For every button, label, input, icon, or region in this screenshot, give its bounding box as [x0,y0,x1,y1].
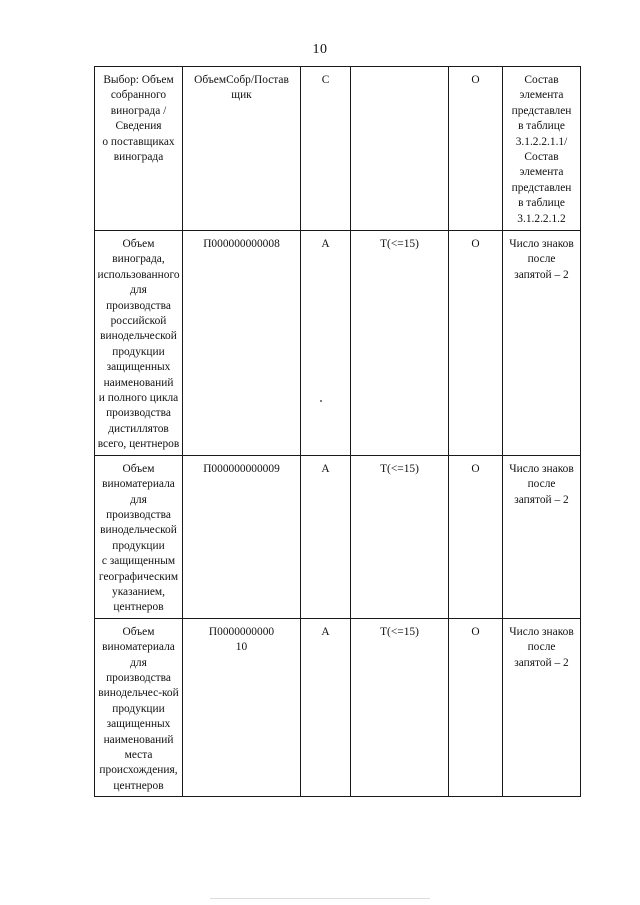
cell-text-line: Выбор: Объем [103,74,174,86]
cell-text-line: винодельчес-кой [98,687,179,700]
attributes-table [94,66,581,797]
cell-text-line: винодельческой [100,330,177,343]
cell-text-line: Число знаков [509,625,574,638]
cell-text-line: Объем [122,238,155,250]
cell-text-line: производства [106,299,171,312]
cell-text-line: П000000000009 [203,462,280,475]
cell-text-line: производства [106,508,171,521]
cell-text-line: с защищенным [101,555,176,568]
cell-text-line: использованного [97,268,180,281]
element-type-cell: А [301,231,351,456]
cell-text-line: продукции [112,345,165,358]
cell-text-line: производства [106,407,171,420]
element-note-cell [503,231,581,456]
cell-text-line: всего, центнеров [97,438,180,451]
cell-text-line: в таблице [518,197,565,210]
cell-text-line: продукции [112,702,165,715]
cell-text-line: места [124,749,153,761]
scan-edge-line [210,898,430,899]
element-format-cell: Т(<=15) [351,618,449,796]
element-code-cell [183,67,301,231]
cell-text-line: виноматериала [102,641,175,654]
scan-speck [320,400,322,402]
cell-text-line: Число знаков [509,462,574,475]
cell-text-line: Сведения [115,120,162,133]
cell-text-line: наименований [103,733,174,746]
cell-text-line: винограда [113,151,164,164]
element-format-cell: Т(<=15) [351,231,449,456]
element-type-cell: С [301,67,351,231]
cell-text-line: 3.1.2.2.1.1/ [515,135,568,148]
element-required-cell: О [449,618,503,796]
element-code-cell [183,231,301,456]
cell-text-line: винодельческой [100,524,177,537]
element-format-cell: Т(<=15) [351,455,449,618]
cell-text-line: указанием, [112,585,165,598]
cell-text-line: представлен [511,181,572,194]
cell-text-line: для [130,284,147,297]
cell-text-line: для [130,493,147,506]
cell-text-line: запятой – 2 [514,656,569,669]
cell-text-line: наименований [103,376,174,389]
table-row [95,67,581,231]
element-required-cell: О [449,67,503,231]
cell-text-line: запятой – 2 [514,268,569,281]
cell-text-line: Объем [122,625,155,638]
cell-text-line: после [527,641,556,654]
cell-text-line: виноматериала [102,478,175,491]
cell-text-line: Состав [524,74,559,86]
cell-text-line: запятой – 2 [514,493,569,506]
cell-text-line: винограда / [110,104,167,117]
cell-text-line: Состав [524,151,559,164]
element-name-cell [95,231,183,456]
cell-text-line: продукции [112,539,165,552]
element-name-cell [95,455,183,618]
cell-text-line: для [130,656,147,669]
element-note-cell [503,455,581,618]
table-row [95,618,581,796]
cell-text-line: Число знаков [509,238,574,250]
element-code-cell [183,618,301,796]
cell-text-line: и полного цикла [98,392,179,405]
page-number: 10 [312,42,328,57]
cell-text-line: Объем [122,462,155,475]
cell-text-line: дистиллятов [108,422,169,435]
element-format-cell [351,67,449,231]
cell-text-line: защищенных [106,718,171,731]
element-note-cell [503,618,581,796]
cell-text-line: после [527,478,556,491]
cell-text-line: элемента [519,89,564,102]
table-row [95,231,581,456]
cell-text-line: 3.1.2.2.1.2 [517,212,566,225]
element-code-cell [183,455,301,618]
element-required-cell: О [449,231,503,456]
cell-text-line: 10 [235,641,248,654]
element-name-cell [95,67,183,231]
cell-text-line: ОбъемСобр/Постав [194,74,289,86]
cell-text-line: географическим [98,570,179,583]
cell-text-line: производства [106,671,171,684]
cell-text-line: П000000000008 [203,238,280,250]
element-type-cell: А [301,455,351,618]
cell-text-line: после [527,253,556,266]
element-required-cell: О [449,455,503,618]
cell-text-line: происхождения, [99,764,178,777]
cell-text-line: о поставщиках [102,135,175,148]
cell-text-line: в таблице [518,120,565,133]
cell-text-line: элемента [519,166,564,179]
cell-text-line: представлен [511,104,572,117]
table-row [95,455,581,618]
cell-text-line: П0000000000 [208,625,275,638]
element-name-cell [95,618,183,796]
cell-text-line: щик [231,89,252,102]
cell-text-line: собранного [110,89,167,102]
cell-text-line: российской [110,315,167,328]
cell-text-line: центнеров [113,779,164,792]
cell-text-line: центнеров [113,601,164,614]
element-note-cell [503,67,581,231]
cell-text-line: винограда, [112,253,165,266]
element-type-cell: А [301,618,351,796]
cell-text-line: защищенных [106,361,171,374]
